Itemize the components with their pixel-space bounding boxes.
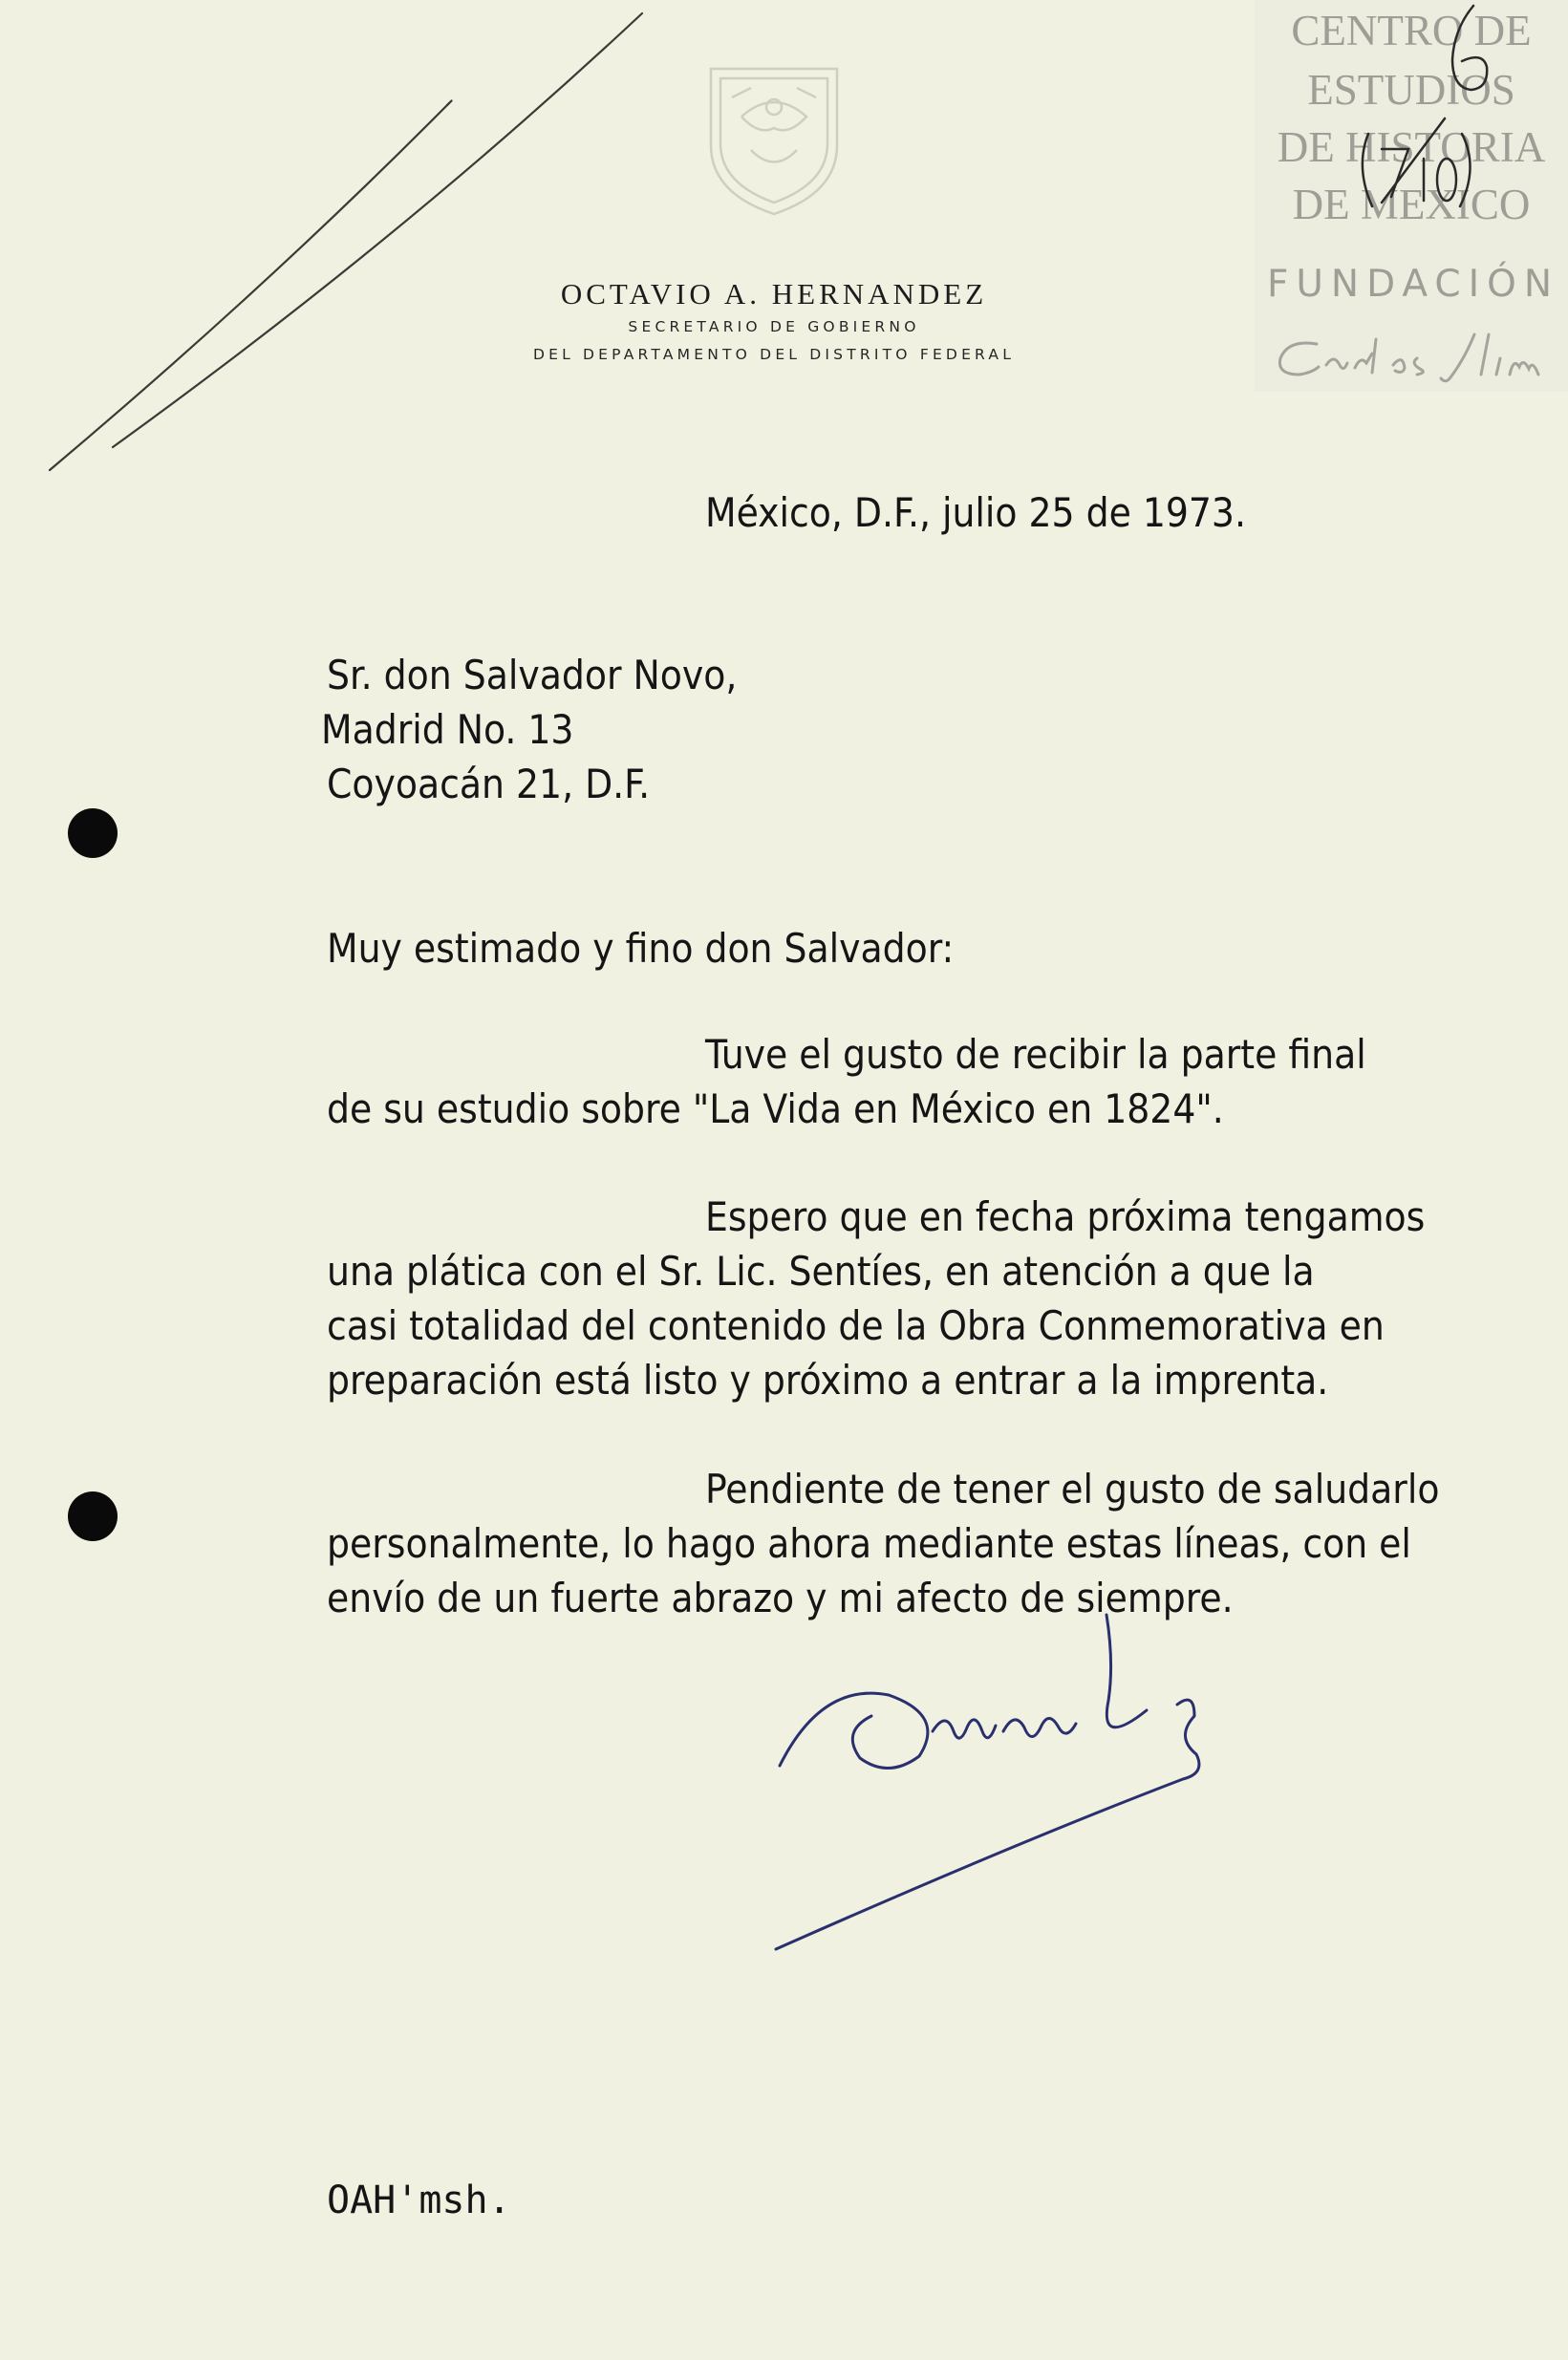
- carlos-slim-signature-logo: [1259, 315, 1567, 392]
- typist-initials: OAH'msh.: [327, 2178, 511, 2222]
- binder-hole-top: [68, 808, 118, 858]
- paragraph-2-line-2: una plática con el Sr. Lic. Sentíes, en atención a que la: [327, 1248, 1315, 1295]
- paragraph-3-line-3: envío de un fuerte abrazo y mi afecto de siempre.: [327, 1575, 1234, 1621]
- paragraph-3-line-1: Pendiente de tener el gusto de saludarlo: [705, 1466, 1440, 1513]
- letterhead-department: DEL DEPARTAMENTO DEL DISTRITO FEDERAL: [532, 346, 1016, 363]
- stamp-line-1: CENTRO DE: [1291, 7, 1532, 54]
- paragraph-1-line-1: Tuve el gusto de recibir la parte final: [705, 1031, 1366, 1078]
- binder-hole-bottom: [68, 1491, 118, 1541]
- salutation: Muy estimado y fino don Salvador:: [327, 925, 955, 972]
- stamp-line-4: DE MEXICO: [1292, 181, 1531, 228]
- recipient-city: Coyoacán 21, D.F.: [327, 761, 651, 807]
- paragraph-1-line-2: de su estudio sobre "La Vida en México en 1824".: [327, 1085, 1224, 1132]
- paragraph-2-line-4: preparación está listo y próximo a entrar a la imprenta.: [327, 1357, 1329, 1404]
- recipient-name: Sr. don Salvador Novo,: [327, 652, 738, 698]
- paragraph-2-line-3: casi totalidad del contenido de la Obra Conmemorativa en: [327, 1302, 1385, 1349]
- paragraph-2-line-1: Espero que en fecha próxima tengamos: [705, 1193, 1426, 1240]
- paragraph-3-line-2: personalmente, lo hago ahora mediante estas líneas, con el: [327, 1520, 1411, 1567]
- letter-date: México, D.F., julio 25 de 1973.: [705, 489, 1246, 536]
- handwritten-signature: [776, 1615, 1199, 1949]
- stamp-line-2: ESTUDIOS: [1307, 66, 1515, 114]
- recipient-street: Madrid No. 13: [321, 706, 574, 753]
- pencil-stroke-marks: [50, 13, 642, 470]
- stamp-line-3: DE HISTORIA: [1277, 123, 1546, 171]
- letterhead-name: OCTAVIO A. HERNANDEZ: [560, 277, 988, 311]
- letterhead-title: SECRETARIO DE GOBIERNO: [628, 318, 920, 335]
- stamp-foundation: FUNDACIÓN: [1266, 263, 1560, 306]
- coat-of-arms-emblem: [703, 59, 845, 220]
